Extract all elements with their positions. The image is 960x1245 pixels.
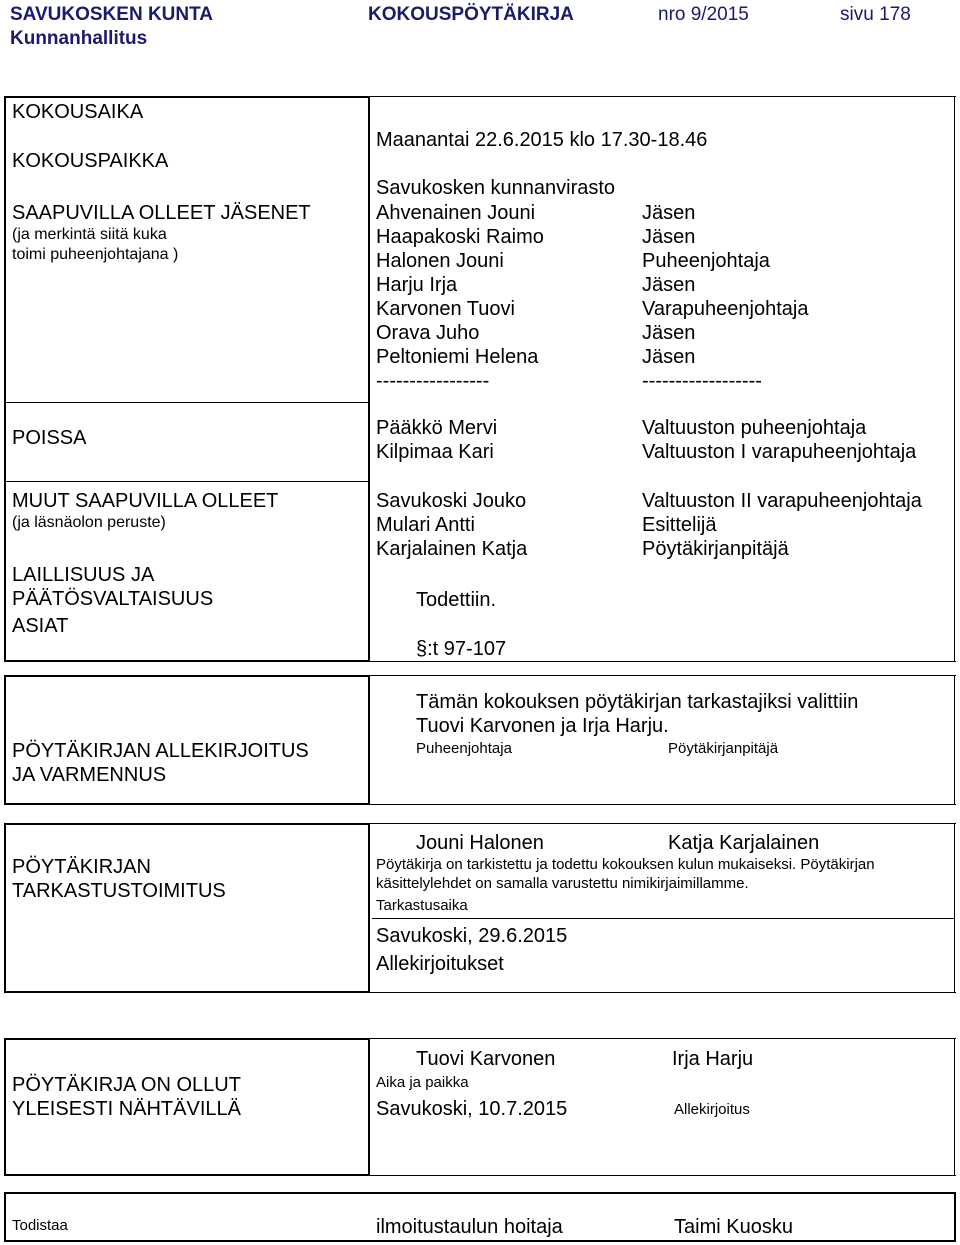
present-sublabel-2: toimi puheenjohtajana ) (12, 246, 179, 263)
items-value: §:t 97-107 (416, 638, 507, 660)
present-member-name: Halonen Jouni (376, 250, 504, 272)
reviewer-1-name: Tuovi Karvonen (416, 1048, 556, 1070)
present-dash-name: ----------------- (376, 370, 490, 392)
public-top-right (370, 1038, 956, 1039)
certify-role: ilmoitustaulun hoitaja (376, 1216, 563, 1238)
review-place-date: Savukoski, 29.6.2015 (376, 925, 568, 947)
others-label: MUUT SAAPUVILLA OLLEET (12, 490, 279, 512)
review-statement-2: käsittelylehdet on samalla varustettu nimikirjaimillamme. (376, 875, 749, 892)
signature-label-2: JA VARMENNUS (12, 764, 167, 786)
right-edge-sig (954, 675, 955, 805)
review-signatures-caption: Allekirjoitukset (376, 953, 504, 975)
public-label-2: YLEISESTI NÄHTÄVILLÄ (12, 1098, 241, 1120)
meeting-time-label: KOKOUSAIKA (12, 101, 144, 123)
top-edge-right (370, 96, 956, 97)
sig-bottom-right (370, 804, 956, 805)
present-member-name: Haapakoski Raimo (376, 226, 544, 248)
legality-value: Todettiin. (416, 589, 497, 611)
left-divider-muut (4, 481, 370, 482)
chair-caption: Puheenjohtaja (416, 740, 512, 757)
legality-label-2: PÄÄTÖSVALTAISUUS (12, 588, 214, 610)
present-member-role: Jäsen (642, 346, 696, 368)
present-member-name: Harju Irja (376, 274, 458, 296)
present-member-name: Orava Juho (376, 322, 480, 344)
review-time-caption: Tarkastusaika (376, 897, 468, 914)
present-member-name: Peltoniemi Helena (376, 346, 539, 368)
review-bottom-right (370, 992, 956, 993)
present-label: SAAPUVILLA OLLEET JÄSENET (12, 202, 311, 224)
review-top-right (370, 823, 956, 824)
present-member-role: Varapuheenjohtaja (642, 298, 809, 320)
review-statement-1: Pöytäkirja on tarkistettu ja todettu kokouksen kulun mukaiseksi. Pöytäkirjan (376, 856, 875, 873)
review-label-2: TARKASTUSTOIMITUS (12, 880, 226, 902)
items-label: ASIAT (12, 615, 69, 637)
absent-member-role: Valtuuston I varapuheenjohtaja (642, 441, 917, 463)
absent-member-role: Valtuuston puheenjohtaja (642, 417, 867, 439)
public-label-1: PÖYTÄKIRJA ON OLLUT (12, 1074, 241, 1096)
right-edge-top (954, 96, 955, 662)
present-dash-role: ------------------ (642, 370, 762, 392)
present-member-role: Jäsen (642, 226, 696, 248)
legality-label-1: LAILLISUUS JA (12, 564, 155, 586)
present-member-role: Puheenjohtaja (642, 250, 770, 272)
public-signature-caption: Allekirjoitus (674, 1101, 750, 1118)
header-doc-type: KOKOUSPÖYTÄKIRJA (368, 4, 574, 25)
others-member-role: Pöytäkirjanpitäjä (642, 538, 789, 560)
others-sublabel: (ja läsnäolon peruste) (12, 514, 166, 531)
reviewer-2-name: Irja Harju (672, 1048, 754, 1070)
signature-label-1: PÖYTÄKIRJAN ALLEKIRJOITUS (12, 740, 309, 762)
right-edge-review (954, 823, 955, 993)
others-member-name: Savukoski Jouko (376, 490, 527, 512)
secretary-name: Katja Karjalainen (668, 832, 820, 854)
others-member-name: Mulari Antti (376, 514, 475, 536)
chair-name: Jouni Halonen (416, 832, 544, 854)
sig-top-right (370, 675, 956, 676)
signature-text-1: Tämän kokouksen pöytäkirjan tarkastajiksi valittiin (416, 691, 859, 713)
others-member-role: Esittelijä (642, 514, 717, 536)
present-member-role: Jäsen (642, 274, 696, 296)
absent-label: POISSA (12, 427, 87, 449)
review-label-1: PÖYTÄKIRJAN (12, 856, 151, 878)
present-sublabel-1: (ja merkintä siitä kuka (12, 226, 167, 243)
meeting-place-value: Savukosken kunnanvirasto (376, 177, 616, 199)
absent-member-name: Pääkkö Mervi (376, 417, 498, 439)
header-municipality: SAVUKOSKEN KUNTA (10, 4, 214, 25)
secretary-caption: Pöytäkirjanpitäjä (668, 740, 779, 757)
header-number: nro 9/2015 (658, 4, 749, 25)
others-member-role: Valtuuston II varapuheenjohtaja (642, 490, 922, 512)
review-caption-underline (372, 918, 954, 919)
left-divider-poissa (4, 402, 370, 403)
public-place-date: Savukoski, 10.7.2015 (376, 1098, 568, 1120)
present-member-role: Jäsen (642, 202, 696, 224)
signature-text-2: Tuovi Karvonen ja Irja Harju. (416, 715, 669, 737)
certify-name: Taimi Kuosku (674, 1216, 793, 1238)
header-page: sivu 178 (840, 4, 911, 25)
header-body: Kunnanhallitus (10, 28, 148, 49)
present-member-name: Karvonen Tuovi (376, 298, 515, 320)
right-edge-public (954, 1038, 955, 1176)
present-member-role: Jäsen (642, 322, 696, 344)
absent-member-name: Kilpimaa Kari (376, 441, 494, 463)
present-member-name: Ahvenainen Jouni (376, 202, 536, 224)
left-box-review (4, 823, 370, 993)
others-member-name: Karjalainen Katja (376, 538, 528, 560)
certify-label: Todistaa (12, 1217, 68, 1234)
public-bottom-right (370, 1175, 956, 1176)
bottom-edge-right (370, 661, 956, 662)
meeting-time-value: Maanantai 22.6.2015 klo 17.30-18.46 (376, 129, 708, 151)
public-time-place-caption: Aika ja paikka (376, 1074, 469, 1091)
meeting-place-label: KOKOUSPAIKKA (12, 150, 169, 172)
